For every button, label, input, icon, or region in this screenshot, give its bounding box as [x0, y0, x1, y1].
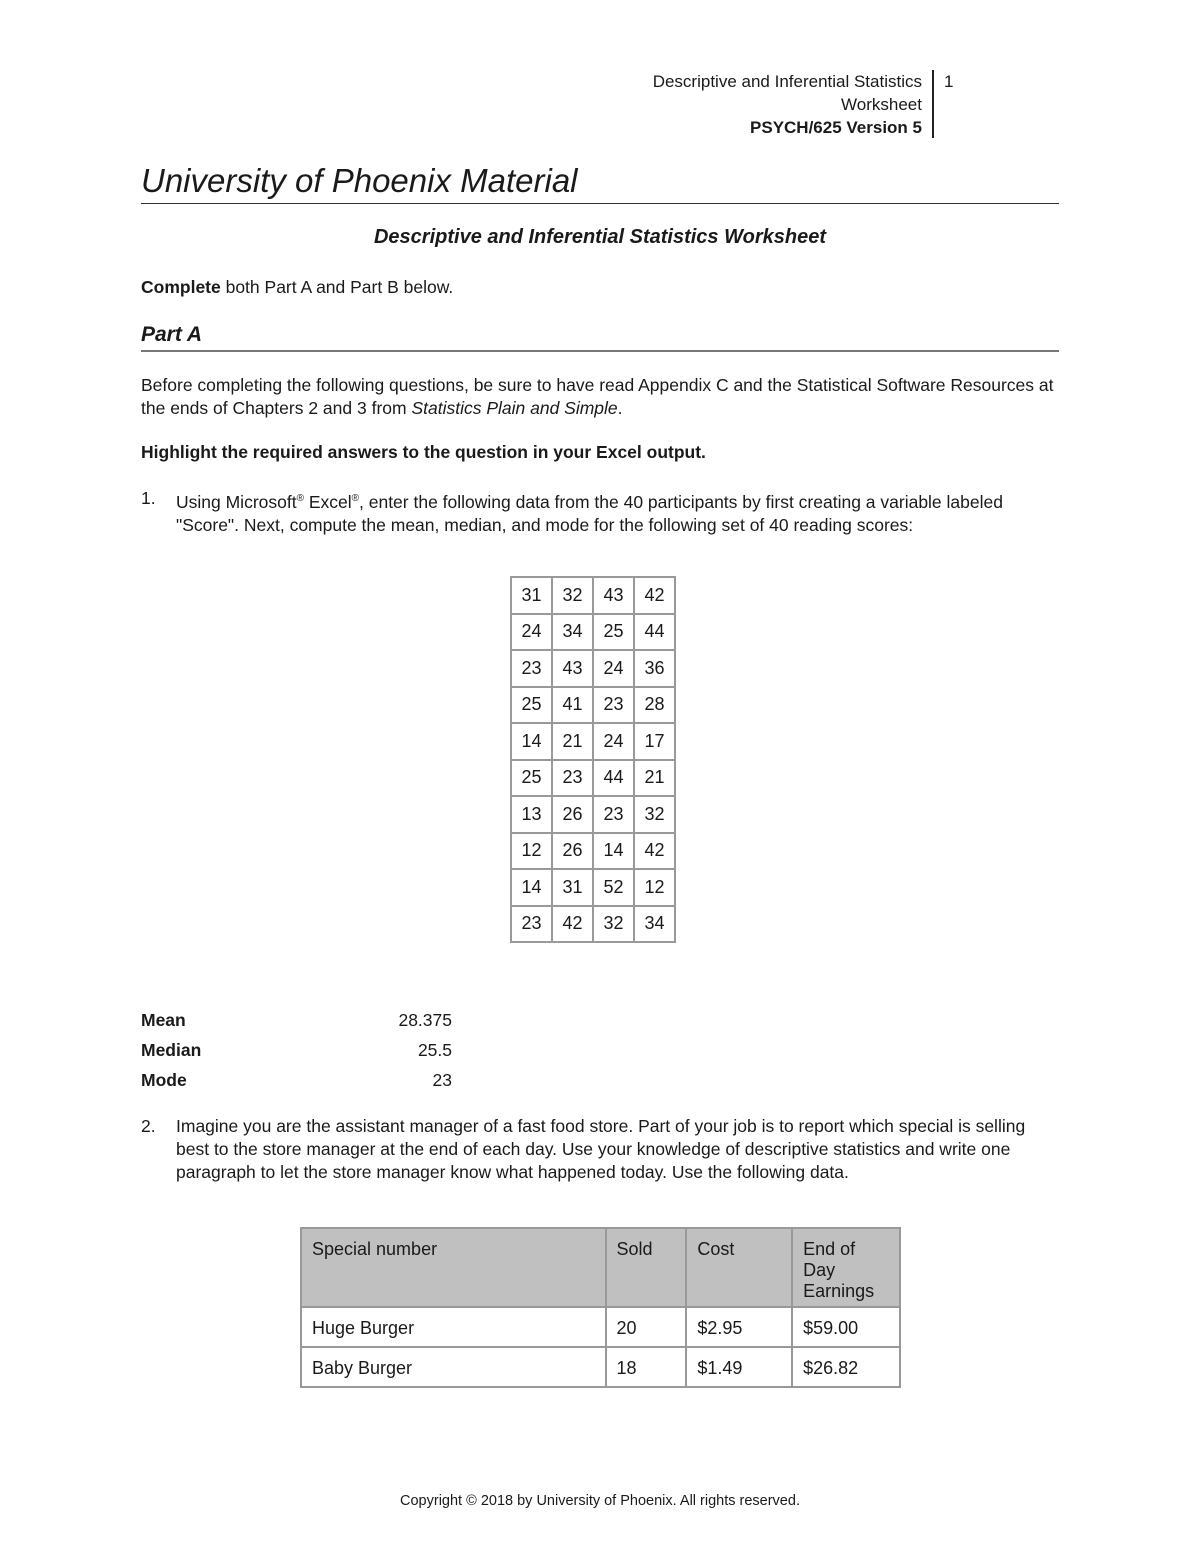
q1-text-c: , enter the following data from the 40 participants by first creating a variable labeled "Score". Next, compute the mean, median, and mode for the following set of 40 reading scores: — [176, 491, 1003, 535]
stat-median — [141, 1040, 452, 1070]
score-row — [511, 723, 675, 760]
score-cell: 44 — [634, 614, 675, 651]
score-cell: 21 — [552, 723, 593, 760]
score-cell: 52 — [593, 869, 634, 906]
table-cell: Baby Burger — [301, 1347, 606, 1387]
table-cell: $26.82 — [792, 1347, 900, 1387]
running-header — [560, 70, 934, 138]
col-header-sold: Sold — [606, 1228, 687, 1307]
score-cell: 41 — [552, 687, 593, 724]
col-header-cost: Cost — [686, 1228, 792, 1307]
score-cell: 36 — [634, 650, 675, 687]
table-cell: 18 — [606, 1347, 687, 1387]
table-row — [301, 1307, 900, 1347]
document-title: Descriptive and Inferential Statistics Worksheet — [373, 226, 826, 248]
col-header-earnings: End of Day Earnings — [792, 1228, 900, 1307]
intro-text: Before completing the following questions, be sure to have read Appendix C and the Statistical Software Resources at the ends of Chapters 2 and 3 from — [141, 375, 1054, 418]
q1-reg-mark: ® — [296, 493, 304, 504]
part-a-heading: Part A — [141, 321, 1059, 352]
table-cell: 20 — [606, 1307, 687, 1347]
score-cell: 26 — [552, 796, 593, 833]
question-2-text: Imagine you are the assistant manager of a fast food store. Part of your job is to report which special is selling best to the store manager at the end of each day. Use your knowledge of descriptive statistics and write one paragraph to let the store manager know what happened today. Use the following data. — [176, 1116, 1026, 1182]
score-cell: 23 — [593, 687, 634, 724]
table-cell: Huge Burger — [301, 1307, 606, 1347]
score-cell: 17 — [634, 723, 675, 760]
score-cell: 28 — [634, 687, 675, 724]
instruction-rest: both Part A and Part B below. — [220, 277, 454, 297]
score-row — [511, 687, 675, 724]
score-row — [511, 869, 675, 906]
score-cell: 31 — [511, 577, 552, 614]
score-row — [511, 833, 675, 870]
stat-value: 28.375 — [398, 1010, 452, 1030]
stat-value: 25.5 — [417, 1040, 452, 1060]
score-cell: 24 — [593, 723, 634, 760]
score-cell: 32 — [593, 906, 634, 943]
page-number: 1 — [944, 72, 954, 91]
score-cell: 25 — [511, 760, 552, 797]
question-1-text — [176, 487, 1059, 537]
question-2 — [141, 1115, 1059, 1184]
stat-label: Mean — [141, 1010, 186, 1030]
score-cell: 24 — [511, 614, 552, 651]
stat-label: Median — [141, 1040, 202, 1060]
score-cell: 23 — [552, 760, 593, 797]
score-cell: 14 — [593, 833, 634, 870]
score-cell: 23 — [511, 650, 552, 687]
q1-text-a: Using Microsoft — [176, 491, 297, 512]
question-1 — [141, 487, 1059, 537]
header-course: PSYCH/625 Version 5 — [750, 118, 922, 137]
q1-reg-mark-2: ® — [351, 493, 359, 504]
header-title-line2: Worksheet — [841, 95, 922, 114]
intro-end: . — [617, 398, 623, 418]
university-title: University of Phoenix Material — [141, 160, 1059, 204]
stat-mode — [141, 1070, 452, 1100]
score-cell: 34 — [552, 614, 593, 651]
score-cell: 42 — [552, 906, 593, 943]
score-cell: 25 — [511, 687, 552, 724]
instruction — [141, 277, 453, 298]
copyright-footer: Copyright © 2018 by University of Phoenix. All rights reserved. — [400, 1493, 800, 1509]
score-row — [511, 650, 675, 687]
table-cell: $1.49 — [686, 1347, 792, 1387]
score-cell: 23 — [593, 796, 634, 833]
q1-text-b: Excel — [303, 491, 352, 512]
score-cell: 43 — [552, 650, 593, 687]
table-cell: $59.00 — [792, 1307, 900, 1347]
score-cell: 32 — [552, 577, 593, 614]
statistics-summary — [141, 1010, 452, 1100]
score-cell: 21 — [634, 760, 675, 797]
col-header-special-number: Special number — [301, 1228, 606, 1307]
question-2-number: 2. — [141, 1116, 156, 1136]
table-row — [301, 1347, 900, 1387]
table-cell: $2.95 — [686, 1307, 792, 1347]
score-row — [511, 577, 675, 614]
score-row — [511, 614, 675, 651]
score-cell: 12 — [634, 869, 675, 906]
sales-table — [300, 1227, 901, 1388]
score-cell: 44 — [593, 760, 634, 797]
score-cell: 32 — [634, 796, 675, 833]
score-cell: 31 — [552, 869, 593, 906]
part-a-intro — [141, 374, 1059, 420]
score-cell: 12 — [511, 833, 552, 870]
score-cell: 42 — [634, 833, 675, 870]
score-row — [511, 906, 675, 943]
highlight-note: Highlight the required answers to the question in your Excel output. — [141, 442, 706, 462]
stat-mean — [141, 1010, 452, 1040]
score-cell: 26 — [552, 833, 593, 870]
scores-table — [510, 576, 676, 943]
sales-table-header-row — [301, 1228, 900, 1307]
question-1-number: 1. — [141, 488, 156, 508]
score-cell: 23 — [511, 906, 552, 943]
score-cell: 42 — [634, 577, 675, 614]
score-cell: 24 — [593, 650, 634, 687]
instruction-bold: Complete — [141, 277, 221, 297]
stat-value: 23 — [432, 1070, 452, 1090]
score-cell: 14 — [511, 869, 552, 906]
score-cell: 43 — [593, 577, 634, 614]
score-cell: 14 — [511, 723, 552, 760]
score-cell: 25 — [593, 614, 634, 651]
score-row — [511, 796, 675, 833]
score-cell: 34 — [634, 906, 675, 943]
intro-book-title: Statistics Plain and Simple — [411, 398, 618, 418]
score-cell: 13 — [511, 796, 552, 833]
score-row — [511, 760, 675, 797]
header-title-line1: Descriptive and Inferential Statistics — [652, 72, 922, 91]
stat-label: Mode — [141, 1070, 187, 1090]
